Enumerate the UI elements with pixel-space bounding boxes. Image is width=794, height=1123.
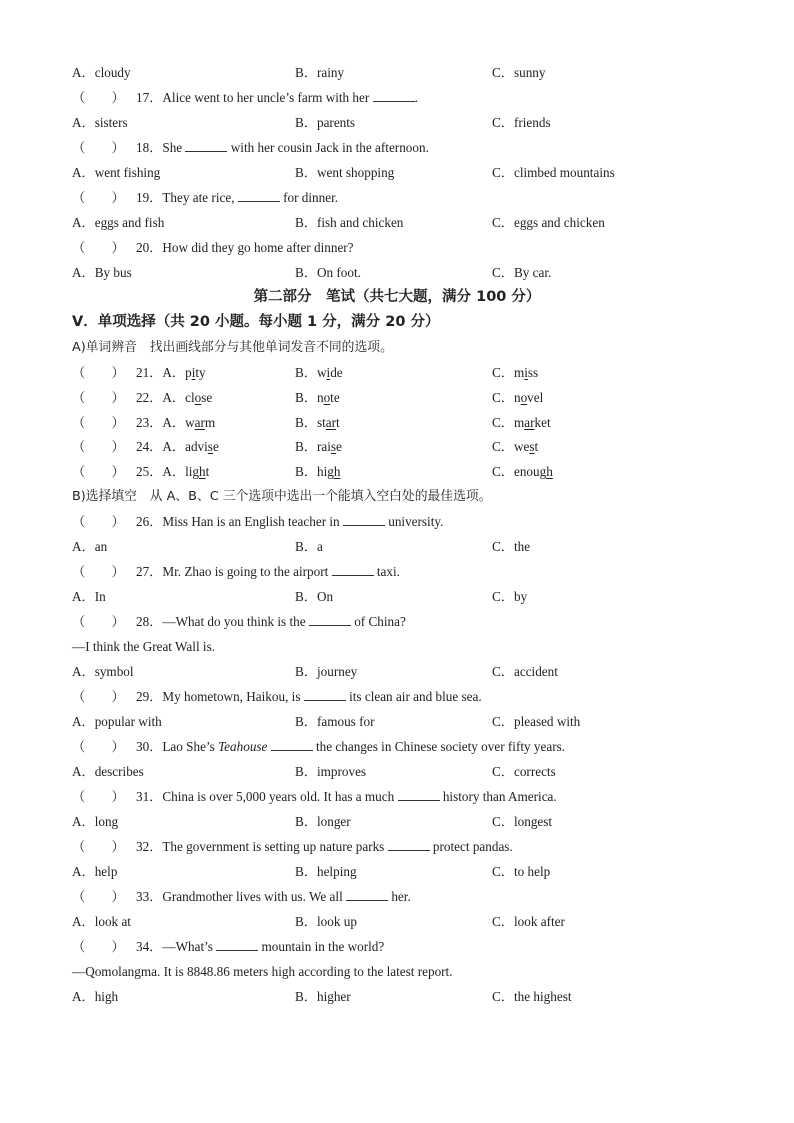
question-number: 31． — [136, 789, 163, 804]
option-tail: t — [205, 464, 210, 479]
q28-stem — [72, 612, 406, 632]
q34-option-a: A．high — [72, 989, 119, 1004]
q16-option-a: A．cloudy — [72, 65, 131, 80]
question-text: Mr. Zhao is going to the airport — [162, 564, 329, 579]
option-tail: vel — [527, 390, 544, 405]
q29-option-a: A．popular with — [72, 714, 162, 729]
question-text: China is over 5,000 years old. It has a much — [162, 789, 395, 804]
option-tail: ty — [195, 365, 206, 380]
q19-stem — [72, 188, 338, 208]
option-tail: se — [201, 390, 213, 405]
answer-parentheses[interactable]: （ ） — [72, 614, 125, 629]
underlined-letters: i — [524, 365, 528, 380]
underlined-letters: o — [194, 390, 202, 405]
q20-option-a: A．By bus — [72, 265, 132, 280]
section-a-title: A)单词辨音 找出画线部分与其他单词发音不同的选项。 — [72, 340, 393, 355]
answer-blank — [346, 887, 388, 901]
option-tail: te — [330, 390, 340, 405]
q30-option-a: A．describes — [72, 764, 144, 779]
q27-option-a: A．In — [72, 589, 106, 604]
q26-option-a: A．an — [72, 539, 108, 554]
question-number: 18． — [136, 140, 163, 155]
q18-option-a: A．went fishing — [72, 165, 161, 180]
q28-option-c: C．accident — [492, 664, 558, 679]
q25-option-a: A．li — [162, 464, 193, 479]
q20-option-b: B．On foot. — [295, 265, 361, 280]
question-number: 29． — [136, 689, 163, 704]
question-number: 21． — [136, 365, 163, 380]
question-text: Grandmother lives with us. We all — [162, 889, 343, 904]
underlined-letters: ar — [194, 415, 205, 430]
question-number: 19． — [136, 190, 163, 205]
q21-option-a: A．p — [162, 365, 192, 380]
underlined-letters: o — [323, 390, 331, 405]
answer-parentheses[interactable]: （ ） — [72, 689, 125, 704]
q33-option-c: C．look after — [492, 914, 565, 929]
answer-blank — [398, 787, 440, 801]
answer-parentheses[interactable]: （ ） — [72, 390, 125, 405]
q34-reply: —Qomolangma. It is 8848.86 meters high according to the latest report. — [72, 964, 453, 979]
answer-blank — [332, 562, 374, 576]
underlined-letters: gh — [539, 464, 553, 479]
answer-blank — [309, 612, 351, 626]
q32-option-b: B．helping — [295, 864, 357, 879]
question-number: 34． — [136, 939, 163, 954]
question-text: Lao She’s — [162, 739, 215, 754]
underlined-letters: i — [191, 365, 196, 380]
q33-option-b: B．look up — [295, 914, 357, 929]
question-text-end: university. — [388, 514, 444, 529]
q24-option-a: A．advi — [162, 439, 208, 454]
q34-stem — [72, 937, 384, 957]
q26-option-c: C．the — [492, 539, 531, 554]
question-text-end: for dinner. — [283, 190, 339, 205]
question-text: —What’s — [162, 939, 213, 954]
option-tail: ket — [534, 415, 551, 430]
question-number: 22． — [136, 390, 163, 405]
q17-stem — [72, 88, 418, 108]
q29-stem — [72, 687, 482, 707]
q25-option-c: C．enou — [492, 464, 540, 479]
q18-option-b: B．went shopping — [295, 165, 395, 180]
q29-option-c: C．pleased with — [492, 714, 581, 729]
q32-option-a: A．help — [72, 864, 118, 879]
question-number: 17． — [136, 90, 163, 105]
question-text-end: . — [414, 90, 418, 105]
question-text-end: the changes in Chinese society over fifty years. — [316, 739, 566, 754]
answer-parentheses[interactable]: （ ） — [72, 739, 125, 754]
q32-option-c: C．to help — [492, 864, 551, 879]
question-text-end: her. — [391, 889, 411, 904]
q18-stem — [72, 138, 429, 158]
underlined-letters: s — [529, 439, 535, 454]
q30-stem — [72, 737, 565, 757]
option-tail: t — [534, 439, 539, 454]
underlined-letters: s — [207, 439, 213, 454]
question-text-end: taxi. — [376, 564, 400, 579]
answer-blank — [216, 937, 258, 951]
option-tail: e — [336, 439, 342, 454]
q30-option-c: C．corrects — [492, 764, 556, 779]
q33-option-a: A．look at — [72, 914, 131, 929]
q17-option-c: C．friends — [492, 115, 551, 130]
answer-parentheses[interactable]: （ ） — [72, 365, 125, 380]
question-number: 26． — [136, 514, 163, 529]
q33-stem — [72, 887, 411, 907]
part2-title: 第二部分 笔试（共七大题，满分 100 分） — [253, 289, 541, 305]
q34-option-c: C．the highest — [492, 989, 572, 1004]
q28-reply: —I think the Great Wall is. — [72, 639, 215, 654]
question-number: 23． — [136, 415, 163, 430]
underlined-letters: o — [520, 390, 528, 405]
q18-option-c: C．climbed mountains — [492, 165, 615, 180]
option-tail: de — [330, 365, 343, 380]
section-b-title: B)选择填空 从 A、B、C 三个选项中选出一个能填入空白处的最佳选项。 — [72, 489, 492, 504]
q27-stem — [72, 562, 400, 582]
answer-parentheses[interactable]: （ ） — [72, 564, 125, 579]
question-number: 24． — [136, 439, 163, 454]
q31-option-a: A．long — [72, 814, 119, 829]
q31-option-c: C．longest — [492, 814, 553, 829]
q31-stem — [72, 787, 557, 807]
question-text: Alice went to her uncle’s farm with her — [162, 90, 370, 105]
question-text: They ate rice, — [162, 190, 235, 205]
answer-blank — [304, 687, 346, 701]
answer-blank — [238, 188, 280, 202]
q27-option-b: B．On — [295, 589, 334, 604]
q28-option-a: A．symbol — [72, 664, 134, 679]
q32-stem — [72, 837, 513, 857]
q30-option-b: B．improves — [295, 764, 367, 779]
q31-option-b: B．longer — [295, 814, 351, 829]
question-text-end: with her cousin Jack in the afternoon. — [230, 140, 429, 155]
q21-option-c: C．m — [492, 365, 525, 380]
section-v-title: V．单项选择（共 20 小题。每小题 1 分，满分 20 分） — [72, 314, 440, 330]
q16-option-c: C．sunny — [492, 65, 546, 80]
answer-blank — [185, 138, 227, 152]
question-text: —What do you think is the — [162, 614, 306, 629]
question-number: 27． — [136, 564, 163, 579]
book-title: Teahouse — [218, 739, 268, 754]
q24-option-b: B．rai — [295, 439, 331, 454]
question-text-end: history than America. — [442, 789, 557, 804]
q24-option-c: C．we — [492, 439, 530, 454]
answer-blank — [373, 88, 415, 102]
underlined-letters: gh — [327, 464, 341, 479]
question-number: 30． — [136, 739, 163, 754]
q28-option-b: B．journey — [295, 664, 358, 679]
option-tail: e — [212, 439, 219, 454]
question-number: 33． — [136, 889, 163, 904]
q19-option-b: B．fish and chicken — [295, 215, 404, 230]
question-number: 25． — [136, 464, 163, 479]
answer-blank — [388, 837, 430, 851]
answer-parentheses[interactable]: （ ） — [72, 514, 125, 529]
answer-parentheses[interactable]: （ ） — [72, 939, 125, 954]
q26-option-b: B．a — [295, 539, 323, 554]
answer-parentheses[interactable]: （ ） — [72, 190, 125, 205]
answer-parentheses[interactable]: （ ） — [72, 464, 125, 479]
q23-option-c: C．m — [492, 415, 525, 430]
q21-option-b: B．w — [295, 365, 327, 380]
q25-option-b: B．hi — [295, 464, 328, 479]
q22-option-b: B．n — [295, 390, 324, 405]
answer-parentheses[interactable]: （ ） — [72, 839, 125, 854]
question-text: The government is setting up nature parks — [162, 839, 385, 854]
question-number: 20． — [136, 240, 163, 255]
option-tail: ss — [527, 365, 539, 380]
q19-option-c: C．eggs and chicken — [492, 215, 605, 230]
q20-stem — [72, 238, 354, 258]
answer-parentheses[interactable]: （ ） — [72, 439, 125, 454]
answer-parentheses[interactable]: （ ） — [72, 889, 125, 904]
question-text-end: its clean air and blue sea. — [349, 689, 482, 704]
q16-option-b: B．rainy — [295, 65, 345, 80]
answer-parentheses[interactable]: （ ） — [72, 240, 125, 255]
question-text: How did they go home after dinner? — [162, 240, 354, 255]
q22-option-a: A．cl — [162, 390, 195, 405]
option-tail: t — [336, 415, 340, 430]
answer-blank — [271, 737, 313, 751]
question-text: Miss Han is an English teacher in — [162, 514, 340, 529]
question-text: She — [162, 140, 183, 155]
q22-option-c: C．n — [492, 390, 521, 405]
underlined-letters: i — [326, 365, 331, 380]
answer-parentheses[interactable]: （ ） — [72, 140, 125, 155]
q27-option-c: C．by — [492, 589, 528, 604]
underlined-letters: s — [330, 439, 337, 454]
option-tail: m — [204, 415, 216, 430]
answer-parentheses[interactable]: （ ） — [72, 415, 125, 430]
underlined-letters: gh — [192, 464, 206, 479]
q29-option-b: B．famous for — [295, 714, 375, 729]
q17-option-b: B．parents — [295, 115, 356, 130]
answer-blank — [343, 512, 385, 526]
question-text-end: mountain in the world? — [261, 939, 385, 954]
answer-parentheses[interactable]: （ ） — [72, 90, 125, 105]
q26-stem — [72, 512, 443, 532]
question-text-end: protect pandas. — [432, 839, 513, 854]
question-number: 28． — [136, 614, 163, 629]
q17-option-a: A．sisters — [72, 115, 128, 130]
q23-option-b: B．st — [295, 415, 326, 430]
q23-option-a: A．w — [162, 415, 195, 430]
question-text: My hometown, Haikou, is — [162, 689, 301, 704]
underlined-letters: ar — [325, 415, 337, 430]
question-number: 32． — [136, 839, 163, 854]
q34-option-b: B．higher — [295, 989, 351, 1004]
q19-option-a: A．eggs and fish — [72, 215, 165, 230]
answer-parentheses[interactable]: （ ） — [72, 789, 125, 804]
underlined-letters: ar — [524, 415, 535, 430]
q20-option-c: C．By car. — [492, 265, 552, 280]
question-text-end: of China? — [354, 614, 406, 629]
